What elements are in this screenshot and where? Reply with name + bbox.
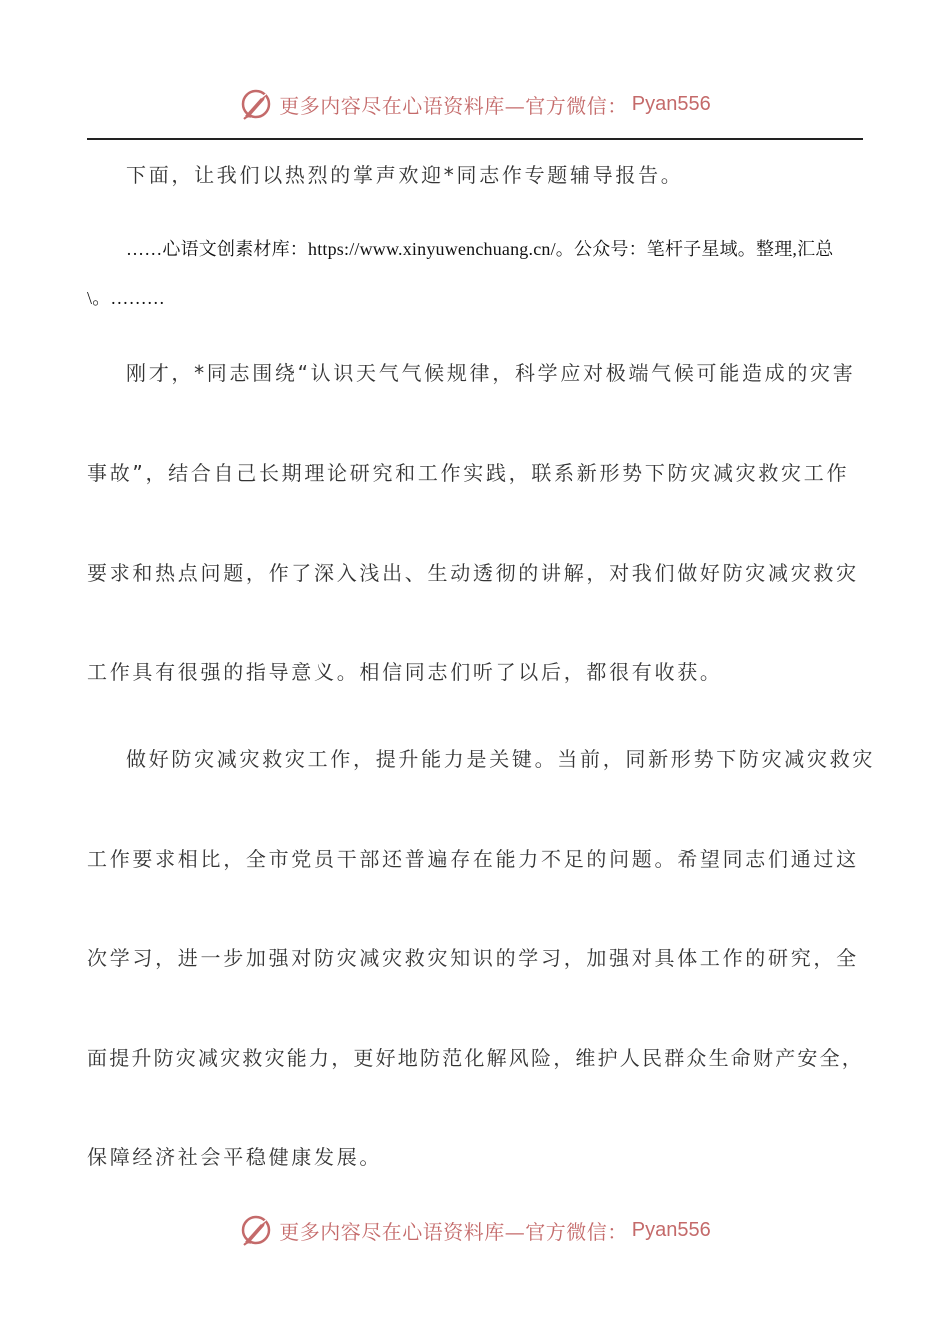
pen-logo-icon xyxy=(239,86,275,122)
paragraph-2-line-2: 工作要求相比，全市党员干部还普遍存在能力不足的问题。希望同志们通过这 xyxy=(87,847,859,871)
paragraph-1-line-1: 刚才，*同志围绕“认识天气气候规律，科学应对极端气候可能造成的灾害 xyxy=(126,361,856,385)
footer-brand-text: 更多内容尽在心语资料库—官方微信： xyxy=(279,1219,628,1244)
header-divider xyxy=(87,138,863,140)
footer-brand xyxy=(0,1210,950,1250)
header-brand-text: 更多内容尽在心语资料库—官方微信： xyxy=(279,93,628,118)
header-wechat-id: Pyan556 xyxy=(631,92,711,115)
source-line-2: \。……… xyxy=(87,288,166,308)
source-line-1: ……心语文创素材库：https://www.xinyuwenchuang.cn/。公众号：笔杆子星域。整理,汇总 xyxy=(126,239,834,259)
paragraph-2-line-3: 次学习，进一步加强对防灾减灾救灾知识的学习，加强对具体工作的研究，全 xyxy=(87,946,859,970)
paragraph-2-line-5: 保障经济社会平稳健康发展。 xyxy=(87,1145,383,1169)
paragraph-2-line-4: 面提升防灾减灾救灾能力，更好地防范化解风险，维护人民群众生命财产安全， xyxy=(87,1046,864,1070)
paragraph-1-line-2: 事故”，结合自己长期理论研究和工作实践，联系新形势下防灾减灾救灾工作 xyxy=(87,461,850,485)
header-brand xyxy=(0,84,950,124)
pen-logo-icon xyxy=(239,1212,275,1248)
paragraph-2-line-1: 做好防灾减灾救灾工作，提升能力是关键。当前，同新形势下防灾减灾救灾 xyxy=(126,747,876,771)
paragraph-1-line-4: 工作具有很强的指导意义。相信同志们听了以后，都很有收获。 xyxy=(87,660,723,684)
intro-line: 下面，让我们以热烈的掌声欢迎*同志作专题辅导报告。 xyxy=(126,163,684,187)
paragraph-1-line-3: 要求和热点问题，作了深入浅出、生动透彻的讲解，对我们做好防灾减灾救灾 xyxy=(87,561,859,585)
footer-wechat-id: Pyan556 xyxy=(631,1218,711,1241)
